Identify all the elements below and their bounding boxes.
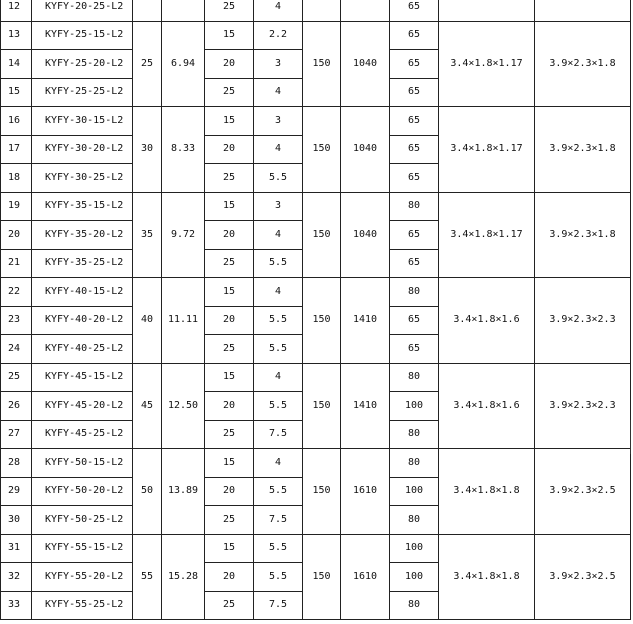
edge-divider xyxy=(630,420,631,454)
row-number: 32 xyxy=(1,563,32,592)
size-cell-2: 3.9×2.3×1.8 xyxy=(535,107,631,193)
power-cell: 4 xyxy=(254,0,303,21)
table-row xyxy=(1,21,631,50)
row-number: 23 xyxy=(1,306,32,335)
power-cell: 7.5 xyxy=(254,420,303,449)
head-cell: 25 xyxy=(205,420,254,449)
speed-cell: 1610 xyxy=(341,534,390,620)
row-number: 18 xyxy=(1,164,32,193)
flow-cell: 40 xyxy=(133,278,162,364)
pressure-cell: 150 xyxy=(303,107,341,193)
capacity-cell: 15.28 xyxy=(162,534,205,620)
row-number: 29 xyxy=(1,477,32,506)
capacity-cell: 11.11 xyxy=(162,278,205,364)
model-name: KYFY-50-20-L2 xyxy=(32,477,133,506)
power-cell: 5.5 xyxy=(254,477,303,506)
size-cell xyxy=(439,0,535,21)
row-number: 33 xyxy=(1,591,32,620)
speed-cell: 1040 xyxy=(341,21,390,107)
model-name: KYFY-50-15-L2 xyxy=(32,449,133,478)
pressure-cell: 150 xyxy=(303,449,341,535)
flow-cell: 50 xyxy=(133,449,162,535)
head-cell: 25 xyxy=(205,591,254,620)
power-cell: 4 xyxy=(254,363,303,392)
diameter-cell: 65 xyxy=(390,107,439,136)
diameter-cell: 65 xyxy=(390,249,439,278)
model-name: KYFY-45-20-L2 xyxy=(32,392,133,421)
head-cell: 20 xyxy=(205,392,254,421)
size-cell-2: 3.9×2.3×1.8 xyxy=(535,21,631,107)
power-cell: 4 xyxy=(254,449,303,478)
size-cell-2: 3.9×2.3×2.3 xyxy=(535,363,631,449)
head-cell: 20 xyxy=(205,50,254,79)
capacity-cell: 6.94 xyxy=(162,21,205,107)
row-number: 26 xyxy=(1,392,32,421)
flow-cell: 55 xyxy=(133,534,162,620)
flow-cell: 25 xyxy=(133,21,162,107)
power-cell: 3 xyxy=(254,192,303,221)
speed-cell: 1410 xyxy=(341,363,390,449)
row-number: 30 xyxy=(1,506,32,535)
pressure-cell: 150 xyxy=(303,278,341,364)
table-body xyxy=(1,0,631,620)
diameter-cell: 80 xyxy=(390,278,439,307)
table-row xyxy=(1,0,631,21)
model-name: KYFY-55-20-L2 xyxy=(32,563,133,592)
flow-cell: 35 xyxy=(133,192,162,278)
table-row xyxy=(1,449,631,478)
diameter-cell: 80 xyxy=(390,420,439,449)
diameter-cell: 80 xyxy=(390,449,439,478)
capacity-cell xyxy=(162,0,205,21)
row-number: 25 xyxy=(1,363,32,392)
row-number: 21 xyxy=(1,249,32,278)
pressure-cell xyxy=(303,0,341,21)
row-number: 15 xyxy=(1,78,32,107)
model-name: KYFY-45-15-L2 xyxy=(32,363,133,392)
head-cell: 15 xyxy=(205,534,254,563)
head-cell: 20 xyxy=(205,477,254,506)
diameter-cell: 100 xyxy=(390,392,439,421)
model-name: KYFY-40-20-L2 xyxy=(32,306,133,335)
power-cell: 5.5 xyxy=(254,306,303,335)
model-name: KYFY-25-25-L2 xyxy=(32,78,133,107)
flow-cell xyxy=(133,0,162,21)
speed-cell: 1040 xyxy=(341,192,390,278)
head-cell: 15 xyxy=(205,192,254,221)
diameter-cell: 65 xyxy=(390,335,439,364)
table-row xyxy=(1,192,631,221)
power-cell: 5.5 xyxy=(254,392,303,421)
model-name: KYFY-20-25-L2 xyxy=(32,0,133,21)
diameter-cell: 80 xyxy=(390,591,439,620)
size-cell: 3.4×1.8×1.8 xyxy=(439,449,535,535)
row-number: 12 xyxy=(1,0,32,21)
model-name: KYFY-35-15-L2 xyxy=(32,192,133,221)
row-number: 28 xyxy=(1,449,32,478)
size-cell-2: 3.9×2.3×2.5 xyxy=(535,449,631,535)
head-cell: 25 xyxy=(205,164,254,193)
head-cell: 20 xyxy=(205,221,254,250)
head-cell: 25 xyxy=(205,78,254,107)
speed-cell xyxy=(341,0,390,21)
row-number: 14 xyxy=(1,50,32,79)
diameter-cell: 65 xyxy=(390,78,439,107)
model-name: KYFY-35-20-L2 xyxy=(32,221,133,250)
pressure-cell: 150 xyxy=(303,363,341,449)
model-name: KYFY-25-15-L2 xyxy=(32,21,133,50)
row-number: 16 xyxy=(1,107,32,136)
model-name: KYFY-50-25-L2 xyxy=(32,506,133,535)
size-cell: 3.4×1.8×1.17 xyxy=(439,192,535,278)
speed-cell: 1040 xyxy=(341,107,390,193)
head-cell: 15 xyxy=(205,363,254,392)
flow-cell: 45 xyxy=(133,363,162,449)
power-cell: 7.5 xyxy=(254,591,303,620)
head-cell: 25 xyxy=(205,335,254,364)
power-cell: 7.5 xyxy=(254,506,303,535)
head-cell: 15 xyxy=(205,278,254,307)
model-name: KYFY-55-25-L2 xyxy=(32,591,133,620)
power-cell: 4 xyxy=(254,135,303,164)
power-cell: 4 xyxy=(254,278,303,307)
power-cell: 3 xyxy=(254,50,303,79)
head-cell: 15 xyxy=(205,21,254,50)
row-number: 17 xyxy=(1,135,32,164)
head-cell: 20 xyxy=(205,135,254,164)
head-cell: 25 xyxy=(205,506,254,535)
diameter-cell: 100 xyxy=(390,563,439,592)
model-name: KYFY-30-20-L2 xyxy=(32,135,133,164)
diameter-cell: 65 xyxy=(390,50,439,79)
row-number: 19 xyxy=(1,192,32,221)
model-name: KYFY-35-25-L2 xyxy=(32,249,133,278)
size-cell-2: 3.9×2.3×2.3 xyxy=(535,278,631,364)
row-number: 31 xyxy=(1,534,32,563)
model-name: KYFY-30-15-L2 xyxy=(32,107,133,136)
table-row xyxy=(1,107,631,136)
head-cell: 25 xyxy=(205,0,254,21)
row-number: 13 xyxy=(1,21,32,50)
power-cell: 5.5 xyxy=(254,563,303,592)
diameter-cell: 65 xyxy=(390,306,439,335)
speed-cell: 1610 xyxy=(341,449,390,535)
head-cell: 25 xyxy=(205,249,254,278)
power-cell: 4 xyxy=(254,221,303,250)
power-cell: 5.5 xyxy=(254,249,303,278)
diameter-cell: 80 xyxy=(390,363,439,392)
diameter-cell: 80 xyxy=(390,192,439,221)
size-cell: 3.4×1.8×1.17 xyxy=(439,21,535,107)
diameter-cell: 80 xyxy=(390,506,439,535)
flow-cell: 30 xyxy=(133,107,162,193)
model-name: KYFY-30-25-L2 xyxy=(32,164,133,193)
capacity-cell: 8.33 xyxy=(162,107,205,193)
diameter-cell: 65 xyxy=(390,21,439,50)
diameter-cell: 65 xyxy=(390,164,439,193)
model-name: KYFY-40-25-L2 xyxy=(32,335,133,364)
pressure-cell: 150 xyxy=(303,534,341,620)
model-name: KYFY-55-15-L2 xyxy=(32,534,133,563)
size-cell: 3.4×1.8×1.17 xyxy=(439,107,535,193)
row-number: 22 xyxy=(1,278,32,307)
diameter-cell: 65 xyxy=(390,0,439,21)
capacity-cell: 9.72 xyxy=(162,192,205,278)
size-cell: 3.4×1.8×1.8 xyxy=(439,534,535,620)
power-cell: 3 xyxy=(254,107,303,136)
power-cell: 5.5 xyxy=(254,164,303,193)
table-row xyxy=(1,363,631,392)
power-cell: 2.2 xyxy=(254,21,303,50)
diameter-cell: 100 xyxy=(390,534,439,563)
diameter-cell: 65 xyxy=(390,221,439,250)
power-cell: 5.5 xyxy=(254,534,303,563)
speed-cell: 1410 xyxy=(341,278,390,364)
pressure-cell: 150 xyxy=(303,192,341,278)
size-cell-2: 3.9×2.3×2.5 xyxy=(535,534,631,620)
head-cell: 15 xyxy=(205,449,254,478)
diameter-cell: 100 xyxy=(390,477,439,506)
model-name: KYFY-40-15-L2 xyxy=(32,278,133,307)
capacity-cell: 12.50 xyxy=(162,363,205,449)
model-name: KYFY-45-25-L2 xyxy=(32,420,133,449)
capacity-cell: 13.89 xyxy=(162,449,205,535)
row-number: 24 xyxy=(1,335,32,364)
table-row xyxy=(1,534,631,563)
table-row xyxy=(1,278,631,307)
size-cell-2 xyxy=(535,0,631,21)
size-cell-2: 3.9×2.3×1.8 xyxy=(535,192,631,278)
power-cell: 4 xyxy=(254,78,303,107)
power-cell: 5.5 xyxy=(254,335,303,364)
head-cell: 20 xyxy=(205,563,254,592)
row-number: 20 xyxy=(1,221,32,250)
size-cell: 3.4×1.8×1.6 xyxy=(439,278,535,364)
head-cell: 15 xyxy=(205,107,254,136)
pressure-cell: 150 xyxy=(303,21,341,107)
head-cell: 20 xyxy=(205,306,254,335)
model-name: KYFY-25-20-L2 xyxy=(32,50,133,79)
row-number: 27 xyxy=(1,420,32,449)
diameter-cell: 65 xyxy=(390,135,439,164)
size-cell: 3.4×1.8×1.6 xyxy=(439,363,535,449)
